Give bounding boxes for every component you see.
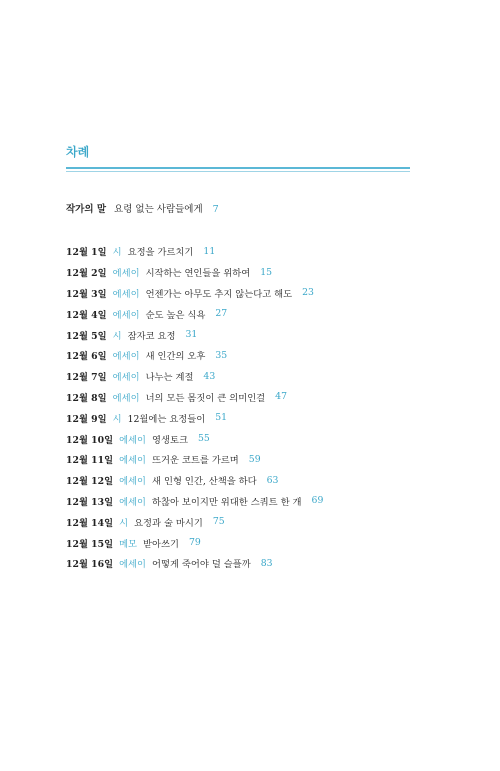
entry-date: 12월 9일 <box>66 413 107 425</box>
entry-title: 어떻게 죽어야 덜 슬플까 <box>152 559 251 571</box>
entry-date: 12월 7일 <box>66 372 107 384</box>
entry-date: 12월 10일 <box>66 434 114 446</box>
toc-entry[interactable] <box>66 366 323 387</box>
entry-title: 새 인형 인간, 산책을 하다 <box>152 476 257 488</box>
entry-page-number: 75 <box>212 516 225 528</box>
entry-genre: 에세이 <box>112 288 140 300</box>
toc-entry[interactable] <box>66 449 323 470</box>
entry-page-number: 55 <box>197 433 210 445</box>
heading-rule-thin <box>66 171 410 172</box>
entry-page-number: 15 <box>260 266 273 278</box>
entry-title: 요정을 가르치기 <box>127 247 194 259</box>
entry-title: 새 인간의 오후 <box>145 351 206 363</box>
toc-entry[interactable] <box>66 345 323 366</box>
toc-entry[interactable] <box>66 470 323 491</box>
toc-entry[interactable] <box>66 532 323 553</box>
entry-date: 12월 16일 <box>66 559 114 571</box>
entry-genre: 에세이 <box>112 351 140 363</box>
entry-genre: 에세이 <box>119 476 147 488</box>
entry-page-number: 83 <box>260 557 273 569</box>
entry-date: 12월 6일 <box>66 351 107 363</box>
entry-genre: 에세이 <box>119 559 147 571</box>
entry-title: 요정과 술 마시기 <box>134 517 203 529</box>
entry-genre: 메모 <box>119 538 138 550</box>
preface-title: 요령 없는 사람들에게 <box>114 204 203 215</box>
entry-title: 순도 높은 식욕 <box>145 309 206 321</box>
entry-date: 12월 5일 <box>66 330 107 342</box>
entry-page-number: 27 <box>215 308 228 320</box>
entry-date: 12월 3일 <box>66 288 107 300</box>
entry-page-number: 63 <box>266 474 279 486</box>
entry-page-number: 31 <box>185 329 198 341</box>
entry-title: 나누는 계절 <box>145 372 194 384</box>
entry-date: 12월 1일 <box>66 247 107 259</box>
entry-date: 12월 8일 <box>66 392 107 404</box>
toc-entry[interactable] <box>66 387 323 408</box>
entry-date: 12월 13일 <box>66 496 114 508</box>
entry-date: 12월 2일 <box>66 268 107 280</box>
toc-entry[interactable] <box>66 491 323 512</box>
toc-entry[interactable] <box>66 553 323 574</box>
entry-title: 12월에는 요정들이 <box>127 413 206 425</box>
entry-genre: 에세이 <box>112 268 140 280</box>
entry-page-number: 47 <box>275 391 287 403</box>
entry-genre: 시 <box>119 517 129 529</box>
entry-title: 잠자코 요정 <box>127 330 176 342</box>
entry-title: 받아쓰기 <box>143 538 179 550</box>
toc-heading: 차례 <box>66 145 90 159</box>
entry-date: 12월 11일 <box>66 455 114 467</box>
preface-label: 작가의 말 <box>66 204 107 215</box>
entry-page-number: 23 <box>302 287 314 299</box>
entry-page-number: 69 <box>311 495 324 507</box>
entry-page-number: 59 <box>248 453 261 465</box>
entry-genre: 에세이 <box>112 372 140 384</box>
entry-date: 12월 4일 <box>66 309 107 321</box>
entry-genre: 에세이 <box>119 496 147 508</box>
toc-entry[interactable] <box>66 283 323 304</box>
entry-genre: 에세이 <box>112 392 140 404</box>
entry-genre: 시 <box>112 247 122 259</box>
entry-title: 시작하는 연인들을 위하여 <box>145 268 251 280</box>
entry-title: 뜨거운 코트를 가르며 <box>152 455 239 467</box>
preface-entry[interactable] <box>66 201 219 215</box>
entry-page-number: 43 <box>203 370 216 382</box>
preface-page-number: 7 <box>212 204 219 215</box>
toc-entry-list <box>66 241 323 574</box>
entry-page-number: 35 <box>215 349 228 361</box>
toc-entry[interactable] <box>66 262 323 283</box>
entry-genre: 에세이 <box>119 455 147 467</box>
toc-entry[interactable] <box>66 511 323 532</box>
toc-entry[interactable] <box>66 324 323 345</box>
entry-title: 언젠가는 아무도 추지 않는다고 해도 <box>145 288 293 300</box>
entry-date: 12월 15일 <box>66 538 114 550</box>
toc-entry[interactable] <box>66 407 323 428</box>
entry-page-number: 51 <box>215 412 228 424</box>
entry-title: 하찮아 보이지만 위대한 스쿼트 한 개 <box>152 496 302 508</box>
entry-page-number: 79 <box>188 537 201 549</box>
entry-page-number: 11 <box>203 245 216 257</box>
entry-genre: 시 <box>112 330 122 342</box>
heading-rule-thick <box>66 167 410 169</box>
entry-date: 12월 12일 <box>66 476 114 488</box>
entry-date: 12월 14일 <box>66 517 114 529</box>
entry-title: 너의 모든 몸짓이 큰 의미인걸 <box>145 392 266 404</box>
toc-entry[interactable] <box>66 303 323 324</box>
entry-genre: 시 <box>112 413 122 425</box>
entry-genre: 에세이 <box>119 434 147 446</box>
toc-entry[interactable] <box>66 428 323 449</box>
entry-genre: 에세이 <box>112 309 140 321</box>
entry-title: 영생토크 <box>152 434 188 446</box>
toc-entry[interactable] <box>66 241 323 262</box>
